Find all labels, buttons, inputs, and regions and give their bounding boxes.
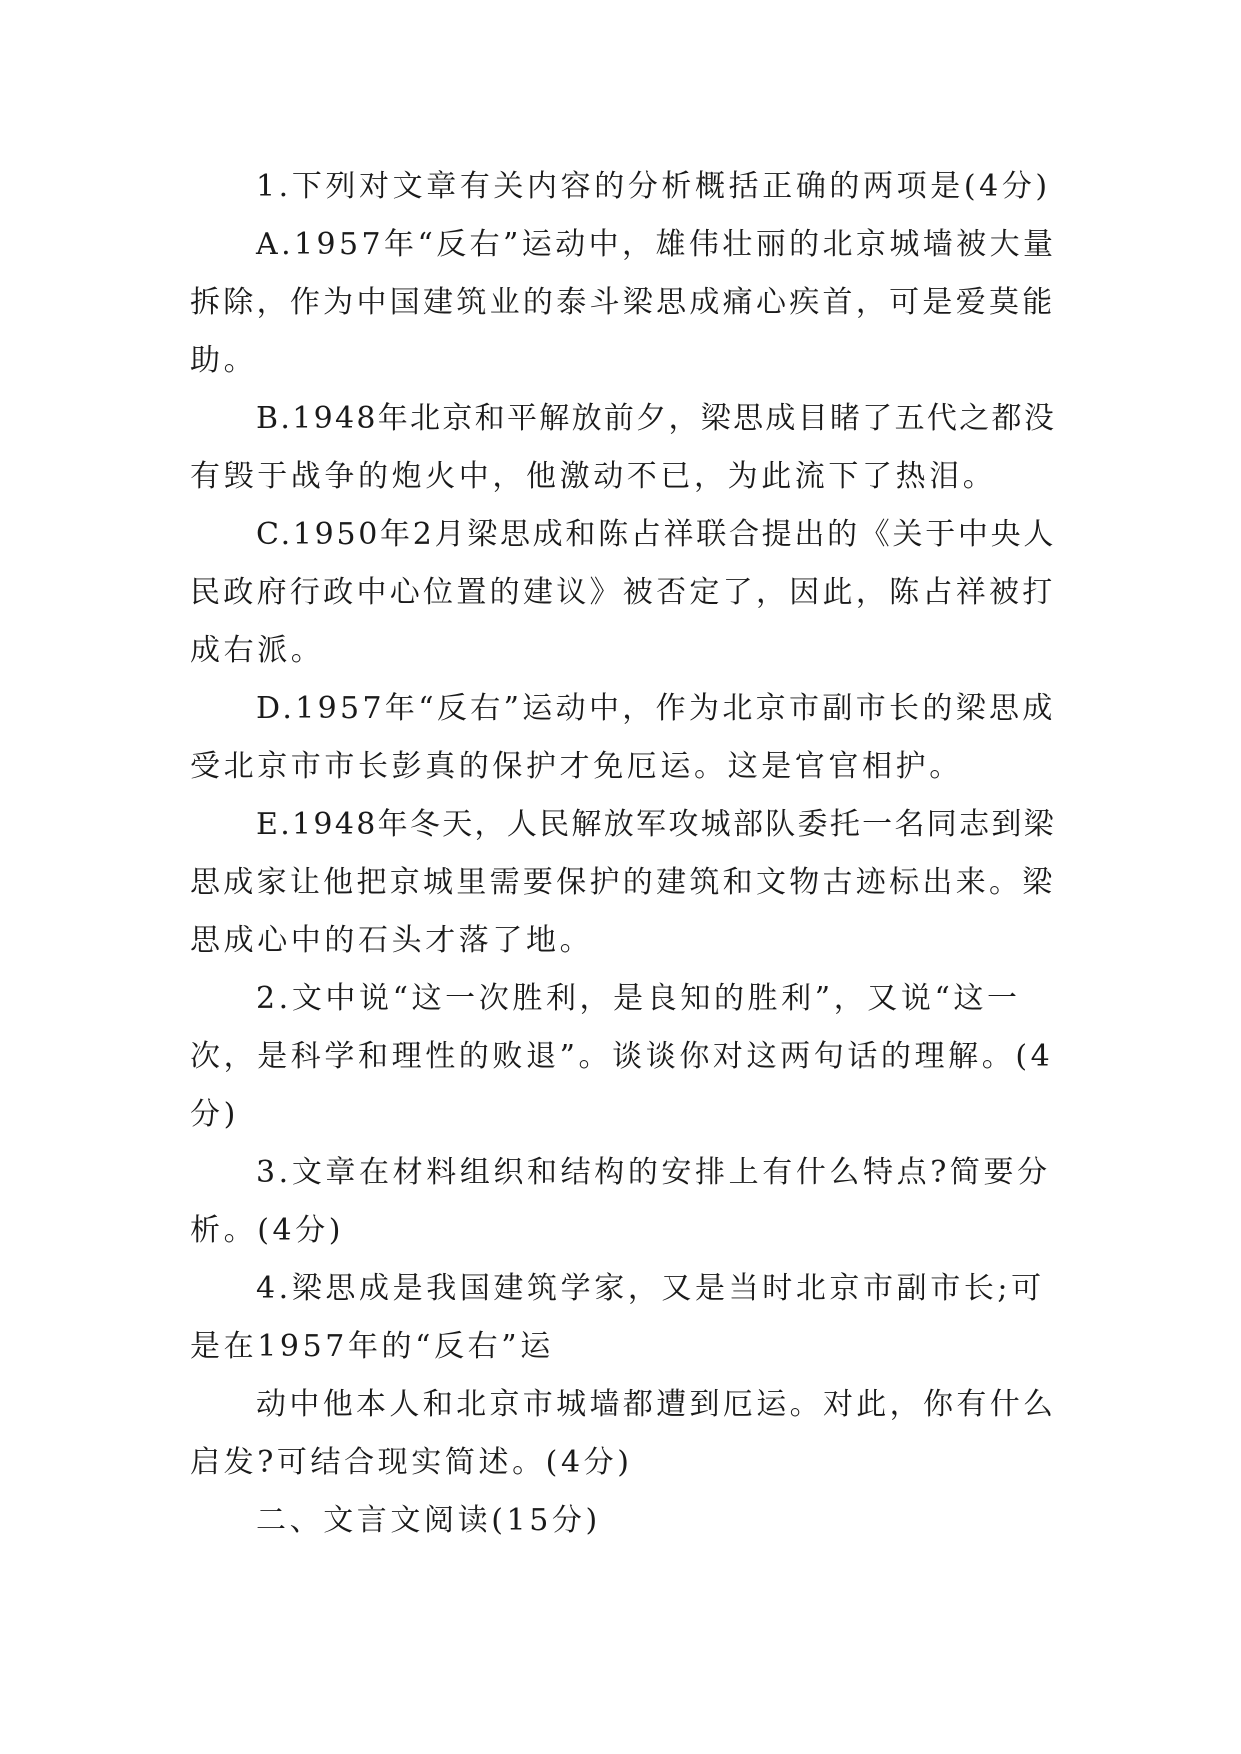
question-3-line-2: 析。(4分)	[190, 1213, 345, 1248]
option-b-line-2: 有毁于战争的炮火中，他激动不已，为此流下了热泪。	[190, 459, 997, 494]
question-4-line-2: 是在1957年的“反右”运	[190, 1329, 554, 1364]
option-e-line-3: 思成心中的石头才落了地。	[190, 923, 594, 958]
document-body	[190, 158, 1056, 1550]
option-e-line-1: E.1948年冬天，人民解放军攻城部队委托一名同志到梁	[256, 807, 1056, 842]
question-4-line-3: 动中他本人和北京市城墙都遭到厄运。对此，你有什么	[256, 1387, 1057, 1422]
question-4-line-1: 4.梁思成是我国建筑学家，又是当时北京市副市长;可	[256, 1271, 1045, 1306]
option-a-line-2: 拆除，作为中国建筑业的泰斗梁思成痛心疾首，可是爱莫能	[190, 285, 1056, 320]
question-2-line-2: 次，是科学和理性的败退”。谈谈你对这两句话的理解。(4	[190, 1039, 1054, 1074]
option-a-line-3: 助。	[190, 343, 258, 378]
option-e-line-2: 思成家让他把京城里需要保护的建筑和文物古迹标出来。梁	[190, 865, 1056, 900]
question-4-line-4: 启发?可结合现实简述。(4分)	[190, 1445, 633, 1480]
option-c-line-1: C.1950年2月梁思成和陈占祥联合提出的《关于中央人	[256, 517, 1057, 552]
option-a-line-1: A.1957年“反右”运动中，雄伟壮丽的北京城墙被大量	[256, 227, 1057, 262]
option-c-line-2: 民政府行政中心位置的建议》被否定了，因此，陈占祥被打	[190, 575, 1056, 610]
question-2-line-1: 2.文中说“这一次胜利，是良知的胜利”，又说“这一	[256, 981, 1021, 1016]
question-1-stem: 1.下列对文章有关内容的分析概括正确的两项是(4分)	[256, 169, 1051, 204]
section-heading-classical-reading: 二、文言文阅读(15分)	[256, 1503, 601, 1538]
option-d-line-2: 受北京市市长彭真的保护才免厄运。这是官官相护。	[190, 749, 963, 784]
question-2-line-3: 分)	[190, 1097, 239, 1132]
option-c-line-3: 成右派。	[190, 633, 325, 668]
option-b-line-1: B.1948年北京和平解放前夕，梁思成目睹了五代之都没	[256, 401, 1057, 436]
option-d-line-1: D.1957年“反右”运动中，作为北京市副市长的梁思成	[256, 691, 1056, 726]
question-3-line-1: 3.文章在材料组织和结构的安排上有什么特点?简要分	[256, 1155, 1051, 1190]
